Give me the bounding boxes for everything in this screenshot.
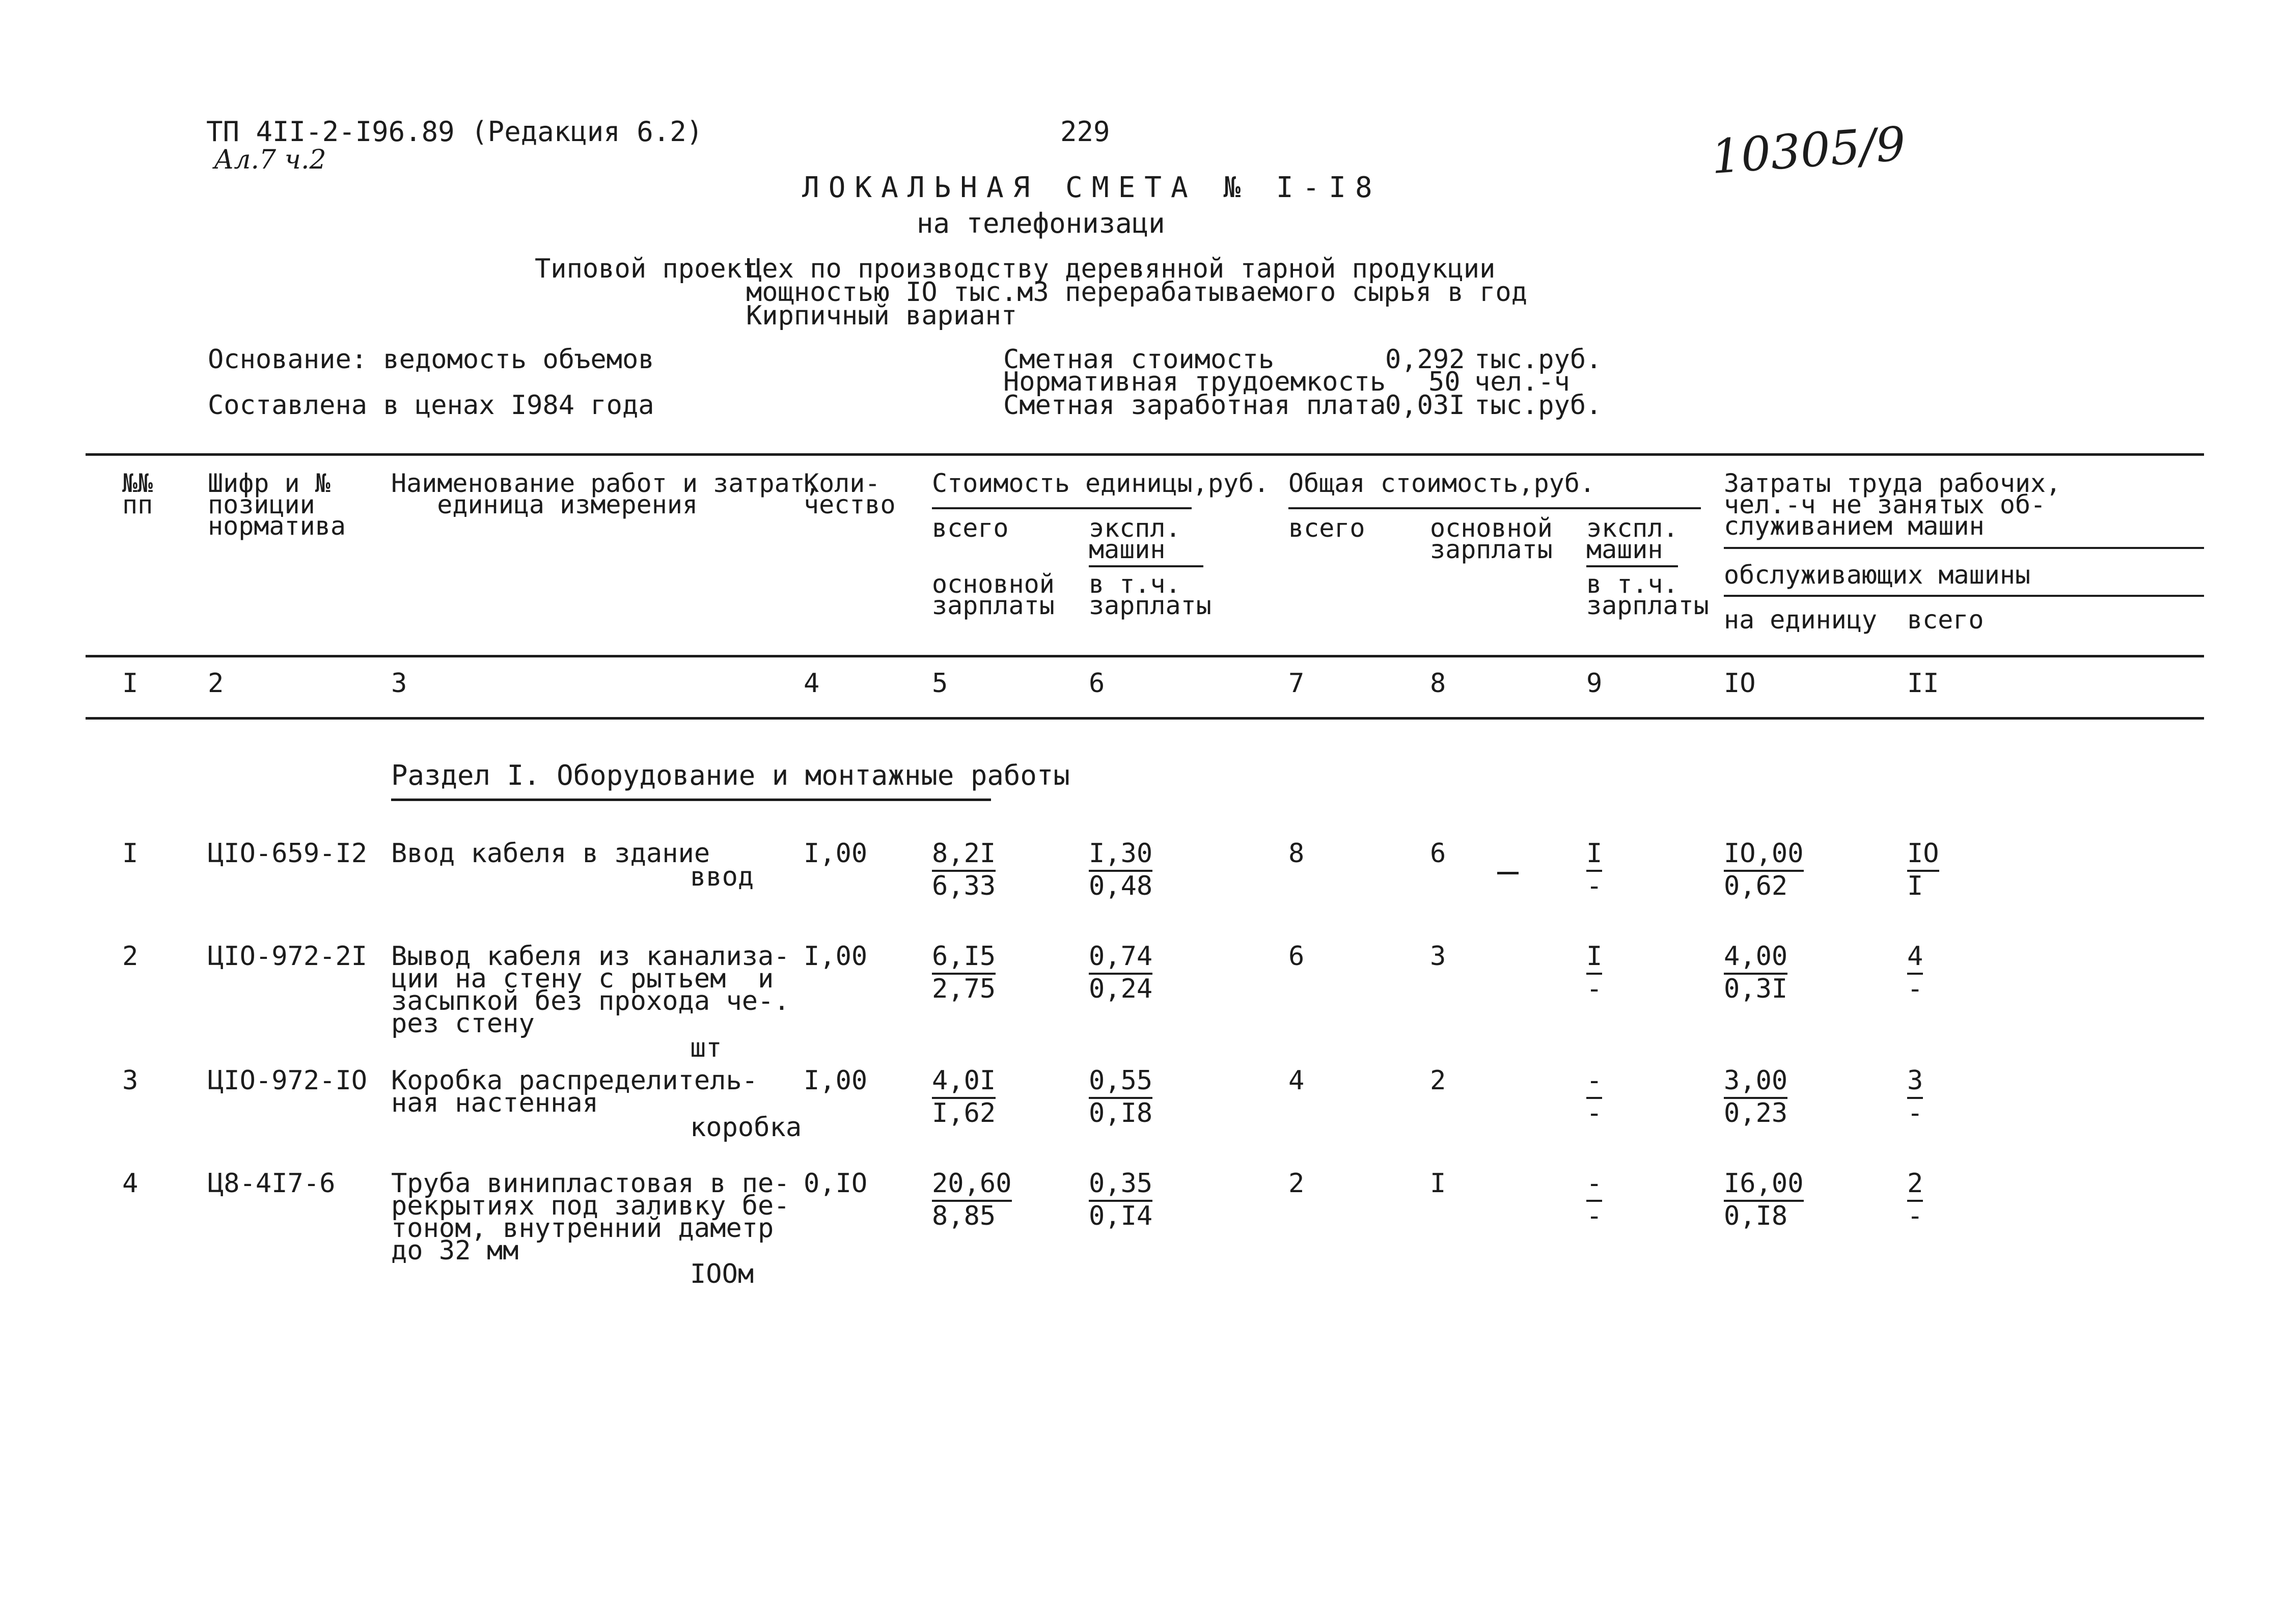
unit-cost-basic-wages: I,62 — [932, 1098, 996, 1128]
unit-cost-machines: I,30 — [1089, 838, 1152, 872]
header-row-number: №№ пп — [122, 469, 153, 519]
header-unit-total: всего — [932, 513, 1009, 543]
header-unit-basic-wages: основной зарплаты — [932, 569, 1055, 620]
summary-unit-cost: тыс.руб. — [1474, 344, 1602, 375]
summary-label-wages: Сметная заработная плата — [1003, 390, 1386, 421]
header-total-cost: Общая стоимость,руб. — [1288, 469, 1595, 498]
project-line-3: Кирпичный вариант — [746, 300, 1017, 331]
labor-per-unit: I6,00 — [1724, 1168, 1804, 1202]
header-unit-cost-rule — [932, 507, 1192, 509]
labor-total-serving: - — [1907, 1098, 1923, 1128]
document-subtitle: на телефонизаци — [917, 207, 1165, 239]
labor-per-unit-serving: 0,I8 — [1724, 1201, 1788, 1231]
sheet-reference: Ал.7 ч.2 — [214, 145, 326, 175]
column-number-7: 7 — [1288, 668, 1305, 699]
header-unit-machines: экспл. машин — [1089, 513, 1181, 564]
project-label: Типовой проект — [535, 254, 758, 284]
unit-cost-machines: 0,35 — [1089, 1168, 1152, 1202]
total-machines: - — [1586, 1065, 1602, 1099]
project-line-1: Цех по производству деревянной тарной продукции — [746, 254, 1496, 284]
norm-code: ЦIO-659-I2 — [208, 838, 368, 869]
unit-cost-basic-wages: 8,85 — [932, 1201, 996, 1231]
header-total-basic-wages: основной зарплаты — [1430, 513, 1553, 564]
column-number-4: 4 — [804, 668, 820, 699]
column-number-10: IO — [1724, 668, 1756, 699]
labor-per-unit: IO,00 — [1724, 838, 1804, 872]
summary-value-wages: 0,03I — [1385, 390, 1465, 421]
summary-unit-wages: тыс.руб. — [1474, 390, 1602, 421]
unit-cost-total: 20,60 — [932, 1168, 1012, 1202]
price-level-note: Составлена в ценах I984 года — [208, 390, 654, 421]
header-unit-machines-rule — [1089, 565, 1203, 567]
unit-cost-machine-wages: 0,I8 — [1089, 1098, 1153, 1128]
total-machines: I — [1586, 838, 1602, 872]
total-cost: 2 — [1288, 1168, 1305, 1199]
header-total-cost-rule — [1288, 507, 1701, 509]
page-number: 229 — [1060, 116, 1110, 148]
unit-cost-total: 4,0I — [932, 1065, 996, 1099]
summary-value-labor: 50 — [1428, 367, 1461, 397]
header-quantity: Коли- чество — [804, 469, 896, 519]
total-machine-wages: - — [1586, 1201, 1603, 1231]
row-number: 4 — [122, 1168, 139, 1199]
summary-value-cost: 0,292 — [1385, 344, 1465, 375]
section-title: Раздел I. Оборудование и монтажные работы — [391, 759, 1070, 791]
column-number-2: 2 — [208, 668, 224, 699]
unit-cost-machine-wages: 0,48 — [1089, 871, 1153, 901]
unit-cost-basic-wages: 6,33 — [932, 871, 996, 901]
project-line-2: мощностью IO тыс.м3 перерабатываемого сырья в год — [746, 277, 1528, 308]
document-title: ЛОКАЛЬНАЯ СМЕТА № I-I8 — [802, 171, 1382, 204]
dash-mark — [1497, 872, 1519, 874]
labor-total: 4 — [1907, 941, 1923, 975]
header-labor-costs: Затраты труда рабочих, чел.-ч не занятых об- служиванием машин — [1724, 469, 2061, 541]
labor-per-unit: 3,00 — [1724, 1065, 1787, 1099]
total-machine-wages: - — [1586, 974, 1603, 1004]
quantity: 0,IO — [804, 1168, 868, 1199]
total-machine-wages: - — [1586, 1098, 1603, 1128]
column-number-1: I — [122, 668, 139, 699]
column-number-9: 9 — [1586, 668, 1603, 699]
labor-per-unit-serving: 0,62 — [1724, 871, 1788, 901]
row-number: I — [122, 838, 139, 869]
work-unit: коробка — [690, 1112, 802, 1143]
quantity: I,00 — [804, 838, 868, 869]
total-cost: 6 — [1288, 941, 1305, 972]
header-total-machines: экспл. машин — [1586, 513, 1678, 564]
header-norm-code: Шифр и № позиции норматива — [208, 469, 346, 541]
labor-total-serving: I — [1907, 871, 1923, 901]
row-number: 2 — [122, 941, 139, 972]
total-cost: 4 — [1288, 1065, 1305, 1096]
work-name: Вывод кабеля из канализа- ции на стену с рытьем и засыпкой без прохода че-. рез стену — [391, 941, 790, 1039]
column-number-5: 5 — [932, 668, 948, 699]
unit-cost-machines: 0,55 — [1089, 1065, 1152, 1099]
work-unit: шт — [690, 1033, 722, 1063]
column-number-3: 3 — [391, 668, 407, 699]
quantity: I,00 — [804, 941, 868, 972]
work-unit: ввод — [690, 862, 754, 892]
labor-per-unit-serving: 0,23 — [1724, 1098, 1788, 1128]
labor-total: 2 — [1907, 1168, 1923, 1202]
header-total-all: всего — [1288, 513, 1365, 543]
labor-total-serving: - — [1907, 1201, 1923, 1231]
labor-total-serving: - — [1907, 974, 1923, 1004]
row-number: 3 — [122, 1065, 139, 1096]
table-top-rule — [86, 453, 2204, 456]
total-basic-wages: I — [1430, 1168, 1446, 1199]
unit-cost-total: 8,2I — [932, 838, 996, 872]
labor-per-unit: 4,00 — [1724, 941, 1787, 975]
header-labor-serving: обслуживающих машины — [1724, 560, 2031, 590]
total-basic-wages: 2 — [1430, 1065, 1446, 1096]
summary-label-labor: Нормативная трудоемкость — [1003, 367, 1386, 397]
total-basic-wages: 3 — [1430, 941, 1446, 972]
labor-total: 3 — [1907, 1065, 1923, 1099]
document-code: ТП 4II-2-I96.89 (Редакция 6.2) — [206, 116, 703, 148]
header-labor-rule-2 — [1724, 595, 2204, 597]
column-number-8: 8 — [1430, 668, 1446, 699]
norm-code: Ц8-4I7-6 — [208, 1168, 336, 1199]
header-labor-per-unit: на единицу — [1724, 605, 1878, 635]
work-name: Ввод кабеля в здание — [391, 838, 710, 869]
header-unit-incl-wages: в т.ч. зарплаты — [1089, 569, 1212, 620]
unit-cost-basic-wages: 2,75 — [932, 974, 996, 1004]
section-title-underline — [391, 799, 991, 801]
header-total-machines-rule — [1586, 565, 1678, 567]
work-name: Коробка распределитель- ная настенная — [391, 1065, 758, 1118]
summary-label-cost: Сметная стоимость — [1003, 344, 1275, 375]
column-number-11: II — [1907, 668, 1939, 699]
header-labor-total: всего — [1907, 605, 1984, 635]
norm-code: ЦIO-972-2I — [208, 941, 368, 972]
header-unit-cost: Стоимость единицы,руб. — [932, 469, 1270, 498]
column-number-6: 6 — [1089, 668, 1105, 699]
column-numbers-rule — [86, 717, 2204, 720]
norm-code: ЦIO-972-IO — [208, 1065, 368, 1096]
quantity: I,00 — [804, 1065, 868, 1096]
unit-cost-machine-wages: 0,I4 — [1089, 1201, 1153, 1231]
basis-note: Основание: ведомость объемов — [208, 344, 654, 375]
work-name: Труба винипластовая в пе- рекрытиях под заливку бе- тоном, внутренний даметр до 32 мм — [391, 1168, 790, 1266]
unit-cost-machine-wages: 0,24 — [1089, 974, 1153, 1004]
total-cost: 8 — [1288, 838, 1305, 869]
total-machines: I — [1586, 941, 1602, 975]
inventory-number: 10305/9 — [1709, 116, 1908, 185]
total-machines: - — [1586, 1168, 1602, 1202]
labor-total: IO — [1907, 838, 1939, 872]
total-basic-wages: 6 — [1430, 838, 1446, 869]
header-bottom-rule — [86, 655, 2204, 657]
unit-cost-machines: 0,74 — [1089, 941, 1152, 975]
total-machine-wages: - — [1586, 871, 1603, 901]
header-work-name: Наименование работ и затрат, единица измерения — [391, 469, 820, 519]
summary-unit-labor: чел.-ч — [1474, 367, 1570, 397]
header-total-incl-wages: в т.ч. зарплаты — [1586, 569, 1709, 620]
work-unit: IOOм — [690, 1259, 754, 1289]
unit-cost-total: 6,I5 — [932, 941, 996, 975]
labor-per-unit-serving: 0,3I — [1724, 974, 1788, 1004]
header-labor-rule-1 — [1724, 547, 2204, 549]
